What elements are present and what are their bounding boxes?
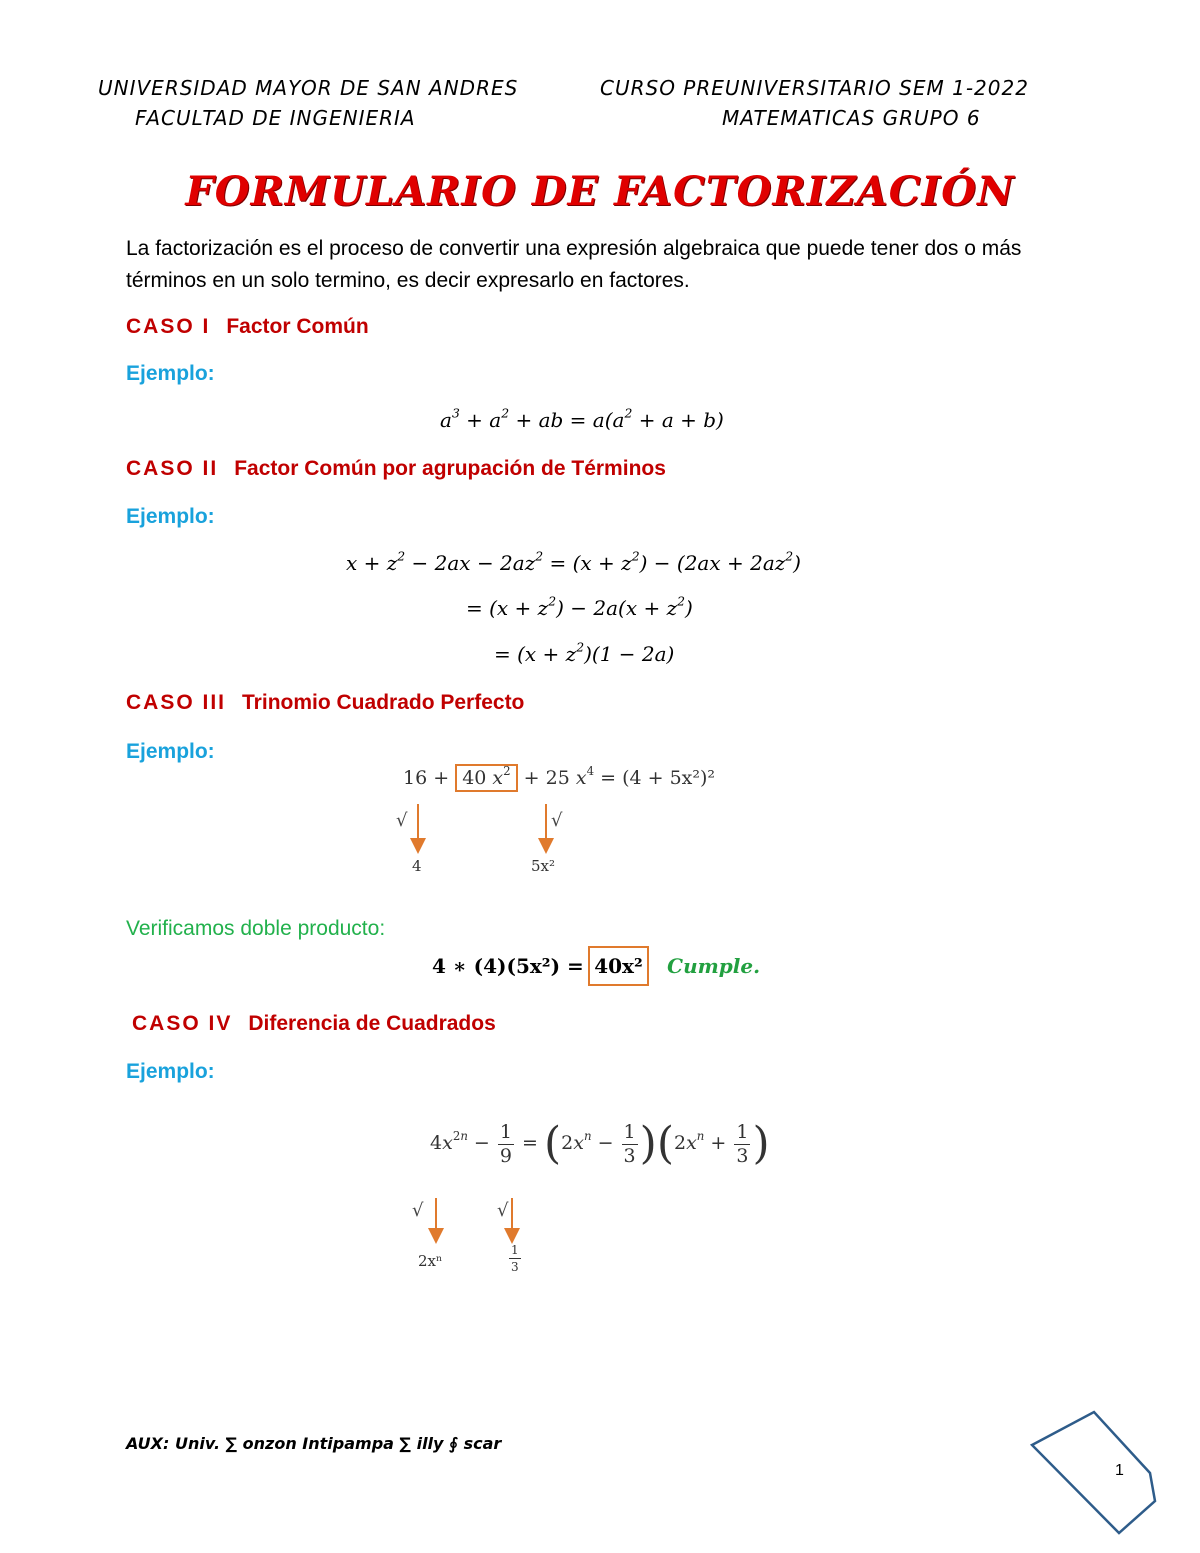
case-1-heading — [126, 315, 369, 339]
case-4-heading — [132, 1012, 496, 1036]
case-2-formula-line-1: $x + z^2 - 2ax - 2az^2 = (x + z^2) - (2ax + 2az^2)$ — [346, 548, 801, 575]
frac-num: 1 — [499, 1120, 512, 1143]
root-value-1: 2xⁿ — [418, 1252, 443, 1270]
page-title: FORMULARIO DE FACTORIZACIÓN — [185, 168, 1015, 215]
root-value-2 — [507, 1244, 523, 1273]
verify-boxed-term: 40x² — [588, 946, 649, 986]
case-3-formula: 16 + 40 $x^2 + 25$ $x^4 = (4 + 5x^2)^2$ — [403, 767, 715, 789]
example-label: Ejemplo: — [126, 740, 215, 763]
intro-paragraph: La factorización es el proceso de convertir una expresión algebraica que puede tener dos o más términos en un solo termino, es decir expresarlo en factores. — [126, 237, 1022, 292]
verify-lhs: 4 ∗ (4)(5x²) = — [432, 954, 584, 978]
frac-den: 3 — [736, 1144, 749, 1167]
sqrt-symbol: √ — [396, 810, 408, 831]
case-4-root-arrows — [420, 1196, 530, 1246]
case-number: CASO III — [126, 691, 227, 714]
root-value-1: 4 — [412, 857, 422, 875]
case-3-result: (4 + 5x²)² — [622, 767, 716, 789]
header-faculty: FACULTAD DE INGENIERIA — [135, 106, 416, 130]
header-university: UNIVERSIDAD MAYOR DE SAN ANDRES — [98, 76, 519, 100]
middle-coef: 40 — [462, 767, 487, 789]
case-3-heading — [126, 691, 524, 715]
example-label: Ejemplo: — [126, 505, 215, 528]
root-value-2: 5x² — [531, 857, 556, 875]
case-number: CASO IV — [132, 1012, 233, 1035]
case-2-formula-line-2: = $(x + z^2) - 2a(x + z^2)$ — [466, 593, 693, 620]
case-2-heading — [126, 457, 666, 481]
example-label: Ejemplo: — [126, 1060, 215, 1083]
sqrt-symbol: √ — [412, 1200, 424, 1221]
cumple-label: Cumple. — [667, 954, 761, 978]
header-group: MATEMATICAS GRUPO 6 — [722, 106, 981, 130]
root-frac-num: 1 — [511, 1243, 519, 1257]
frac-num: 1 — [736, 1120, 749, 1143]
term-16: 16 — [403, 767, 428, 789]
frac-den: 3 — [623, 1144, 636, 1167]
case-number: CASO II — [126, 457, 219, 480]
verify-label: Verificamos doble producto: — [126, 917, 386, 940]
footer-author: AUX: Univ. ∑ onzon Intipampa ∑ illy ∮ scar — [126, 1434, 502, 1453]
case-number: CASO I — [126, 315, 211, 338]
frac-den: 9 — [499, 1144, 512, 1167]
root-frac-den: 3 — [511, 1260, 519, 1274]
header-course: CURSO PREUNIVERSITARIO SEM 1-2022 — [600, 76, 1029, 100]
case-name: Diferencia de Cuadrados — [248, 1012, 496, 1035]
page-corner-shape — [1028, 1408, 1162, 1542]
frac-num: 1 — [623, 1120, 636, 1143]
case-name: Trinomio Cuadrado Perfecto — [242, 691, 525, 714]
sqrt-symbol: √ — [497, 1200, 509, 1221]
term-25: 25 — [545, 767, 570, 789]
case-4-formula: $4x^{2n}$ − $\frac{1}{9}$ = ($2x^n$ − $\frac{1}{3}$ )($2x^n$ + $\frac{1}{3}$ ) — [430, 1118, 770, 1169]
case-name: Factor Común — [226, 315, 369, 338]
sqrt-symbol: √ — [551, 810, 563, 831]
case-name: Factor Común por agrupación de Términos — [234, 457, 666, 480]
case-2-formula-line-3: = $(x + z^2)(1 - 2a)$ — [494, 639, 675, 666]
example-label: Ejemplo: — [126, 362, 215, 385]
page-number: 1 — [1115, 1462, 1124, 1479]
verify-formula — [432, 954, 760, 978]
case-1-formula: $a^3 + a^2$ + ab = $a(a^2 + a + b)$ — [440, 405, 724, 432]
middle-term-box: 40 $x^2$ — [455, 764, 517, 792]
